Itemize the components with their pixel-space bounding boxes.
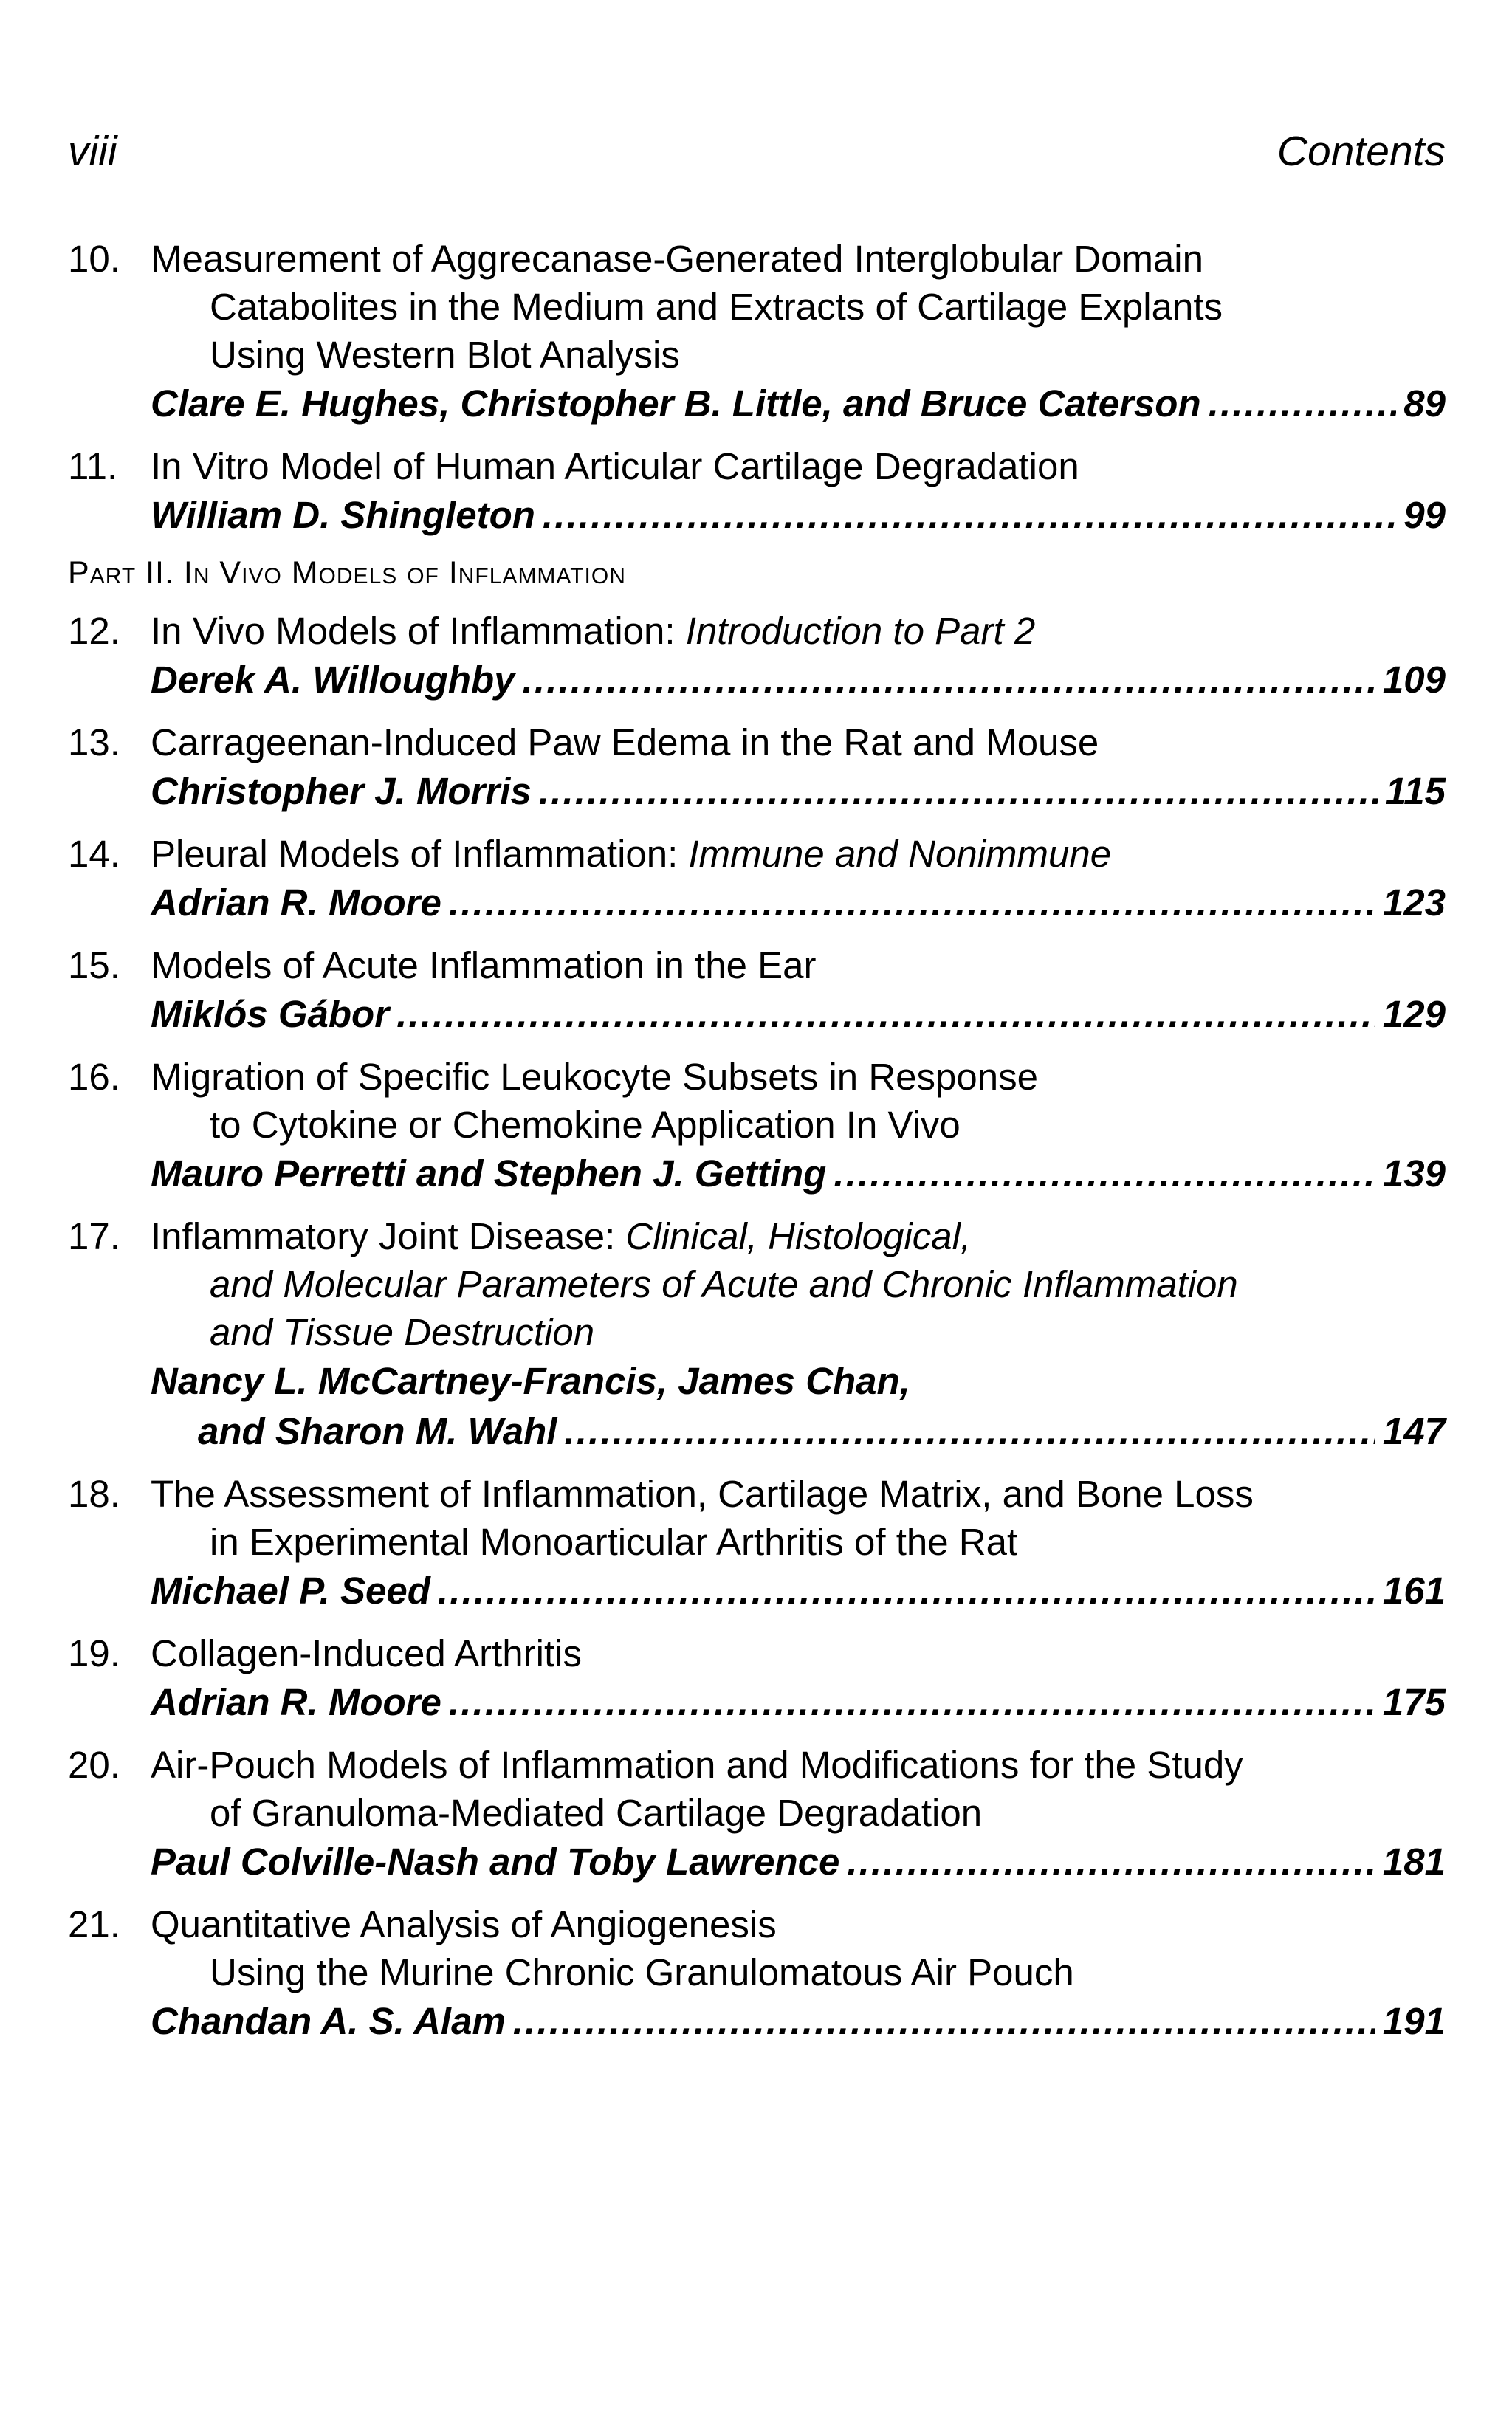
chapter-authors: Mauro Perretti and Stephen J. Getting (151, 1152, 827, 1195)
page-number: 123 (1382, 882, 1446, 924)
page-number: 147 (1382, 1410, 1446, 1452)
toc-entry-20[interactable] (68, 1741, 1446, 1887)
running-title: Contents (1276, 128, 1446, 175)
author-line (68, 766, 1446, 817)
page-number: 99 (1403, 494, 1446, 536)
dot-leader (449, 1677, 1375, 1728)
chapter-title: In Vitro Model of Human Articular Cartilage Degradation (151, 445, 1079, 487)
toc-entry-17[interactable] (68, 1212, 1446, 1457)
toc-entry-19[interactable] (68, 1629, 1446, 1728)
author-line (68, 655, 1446, 705)
chapter-authors: Clare E. Hughes, Christopher B. Little, and Bruce Caterson (151, 382, 1201, 425)
toc-entry-12[interactable] (68, 607, 1446, 705)
toc-entry-13[interactable] (68, 718, 1446, 817)
page-number: 89 (1403, 382, 1446, 425)
dot-leader (513, 1996, 1375, 2047)
author-line (68, 379, 1446, 429)
chapter-title: Air-Pouch Models of Inflammation and Modifications for the Study of Granuloma-Mediated Cartilage Degradation (151, 1744, 1243, 1834)
dot-leader (543, 490, 1396, 540)
chapter-authors: Miklós Gábor (151, 993, 390, 1035)
page-number: 181 (1382, 1841, 1446, 1883)
toc-entry-21[interactable] (68, 1900, 1446, 2047)
page-number: 191 (1382, 2000, 1446, 2042)
dot-leader (834, 1149, 1375, 1199)
chapter-authors: Paul Colville-Nash and Toby Lawrence (151, 1841, 840, 1883)
dot-leader (396, 989, 1375, 1040)
author-line (68, 1566, 1446, 1616)
dot-leader (539, 766, 1378, 817)
page-number: 115 (1385, 770, 1446, 812)
chapter-number: 16. (68, 1056, 120, 1098)
chapter-number: 14. (68, 833, 120, 875)
author-line (68, 1149, 1446, 1199)
chapter-authors: Chandan A. S. Alam (151, 2000, 506, 2042)
author-line (68, 989, 1446, 1040)
chapter-authors: Derek A. Willoughby (151, 659, 515, 701)
chapter-authors-first-line: Nancy L. McCartney-Francis, James Chan, (151, 1360, 910, 1402)
dot-leader (438, 1566, 1375, 1616)
dot-leader (449, 878, 1375, 928)
running-head (68, 126, 1446, 177)
page-number: 129 (1382, 993, 1446, 1035)
chapter-title: Collagen-Induced Arthritis (151, 1632, 582, 1674)
chapter-title: Models of Acute Inflammation in the Ear (151, 944, 817, 986)
author-line (68, 490, 1446, 540)
dot-leader (564, 1406, 1375, 1457)
dot-leader (847, 1837, 1375, 1887)
author-line (68, 1996, 1446, 2047)
chapter-number: 21. (68, 1903, 120, 1945)
page-folio: viii (68, 128, 117, 175)
chapter-title: Carrageenan-Induced Paw Edema in the Rat and Mouse (151, 721, 1099, 763)
page-number: 139 (1382, 1152, 1446, 1195)
chapter-title: Quantitative Analysis of Angiogenesis Using the Murine Chronic Granulomatous Air Pouch (151, 1903, 1074, 1993)
chapter-number: 19. (68, 1632, 120, 1674)
toc-entry-10[interactable] (68, 235, 1446, 429)
toc-entry-11[interactable] (68, 442, 1446, 540)
contents-page (68, 126, 1446, 2060)
author-line (68, 878, 1446, 928)
chapter-authors: and Sharon M. Wahl (198, 1410, 557, 1452)
author-line (68, 1837, 1446, 1887)
part-heading: Part II. In Vivo Models of Inflammation (68, 555, 626, 591)
dot-leader (523, 655, 1375, 705)
chapter-number: 15. (68, 944, 120, 986)
chapter-title: The Assessment of Inflammation, Cartilage Matrix, and Bone Loss in Experimental Monoarticular Arthritis of the Rat (151, 1473, 1254, 1563)
author-line (68, 1677, 1446, 1728)
toc-entry-15[interactable] (68, 941, 1446, 1040)
toc-entry-18[interactable] (68, 1470, 1446, 1616)
chapter-number: 18. (68, 1473, 120, 1515)
chapter-number: 17. (68, 1215, 120, 1257)
chapter-number: 20. (68, 1744, 120, 1786)
chapter-number: 12. (68, 610, 120, 652)
page-number: 109 (1382, 659, 1446, 701)
dot-leader (1209, 379, 1397, 429)
page-number: 161 (1382, 1570, 1446, 1612)
author-line (68, 1406, 1446, 1457)
toc-entry-16[interactable] (68, 1053, 1446, 1199)
chapter-number: 13. (68, 721, 120, 763)
page-number: 175 (1382, 1681, 1446, 1723)
chapter-authors: Michael P. Seed (151, 1570, 430, 1612)
chapter-title: Migration of Specific Leukocyte Subsets in Response to Cytokine or Chemokine Application In Vivo (151, 1056, 1038, 1146)
chapter-authors: William D. Shingleton (151, 494, 535, 536)
chapter-title: Pleural Models of Inflammation: Immune and Nonimmune (151, 833, 1112, 875)
chapter-authors: Christopher J. Morris (151, 770, 532, 812)
chapter-title: In Vivo Models of Inflammation: Introduction to Part 2 (151, 610, 1036, 652)
chapter-title: Measurement of Aggrecanase-Generated Interglobular Domain Catabolites in the Medium and Extracts of Cartilage Explants Using Western Blot Analysis (151, 238, 1223, 376)
toc-entry-14[interactable] (68, 830, 1446, 928)
chapter-authors: Adrian R. Moore (151, 882, 441, 924)
chapter-authors: Adrian R. Moore (151, 1681, 441, 1723)
chapter-title: Inflammatory Joint Disease: Clinical, Histological, and Molecular Parameters of Acute and Chronic Inflammation and Tissue Destruction (151, 1215, 1238, 1353)
chapter-number: 10. (68, 238, 120, 280)
chapter-number: 11. (68, 445, 118, 487)
